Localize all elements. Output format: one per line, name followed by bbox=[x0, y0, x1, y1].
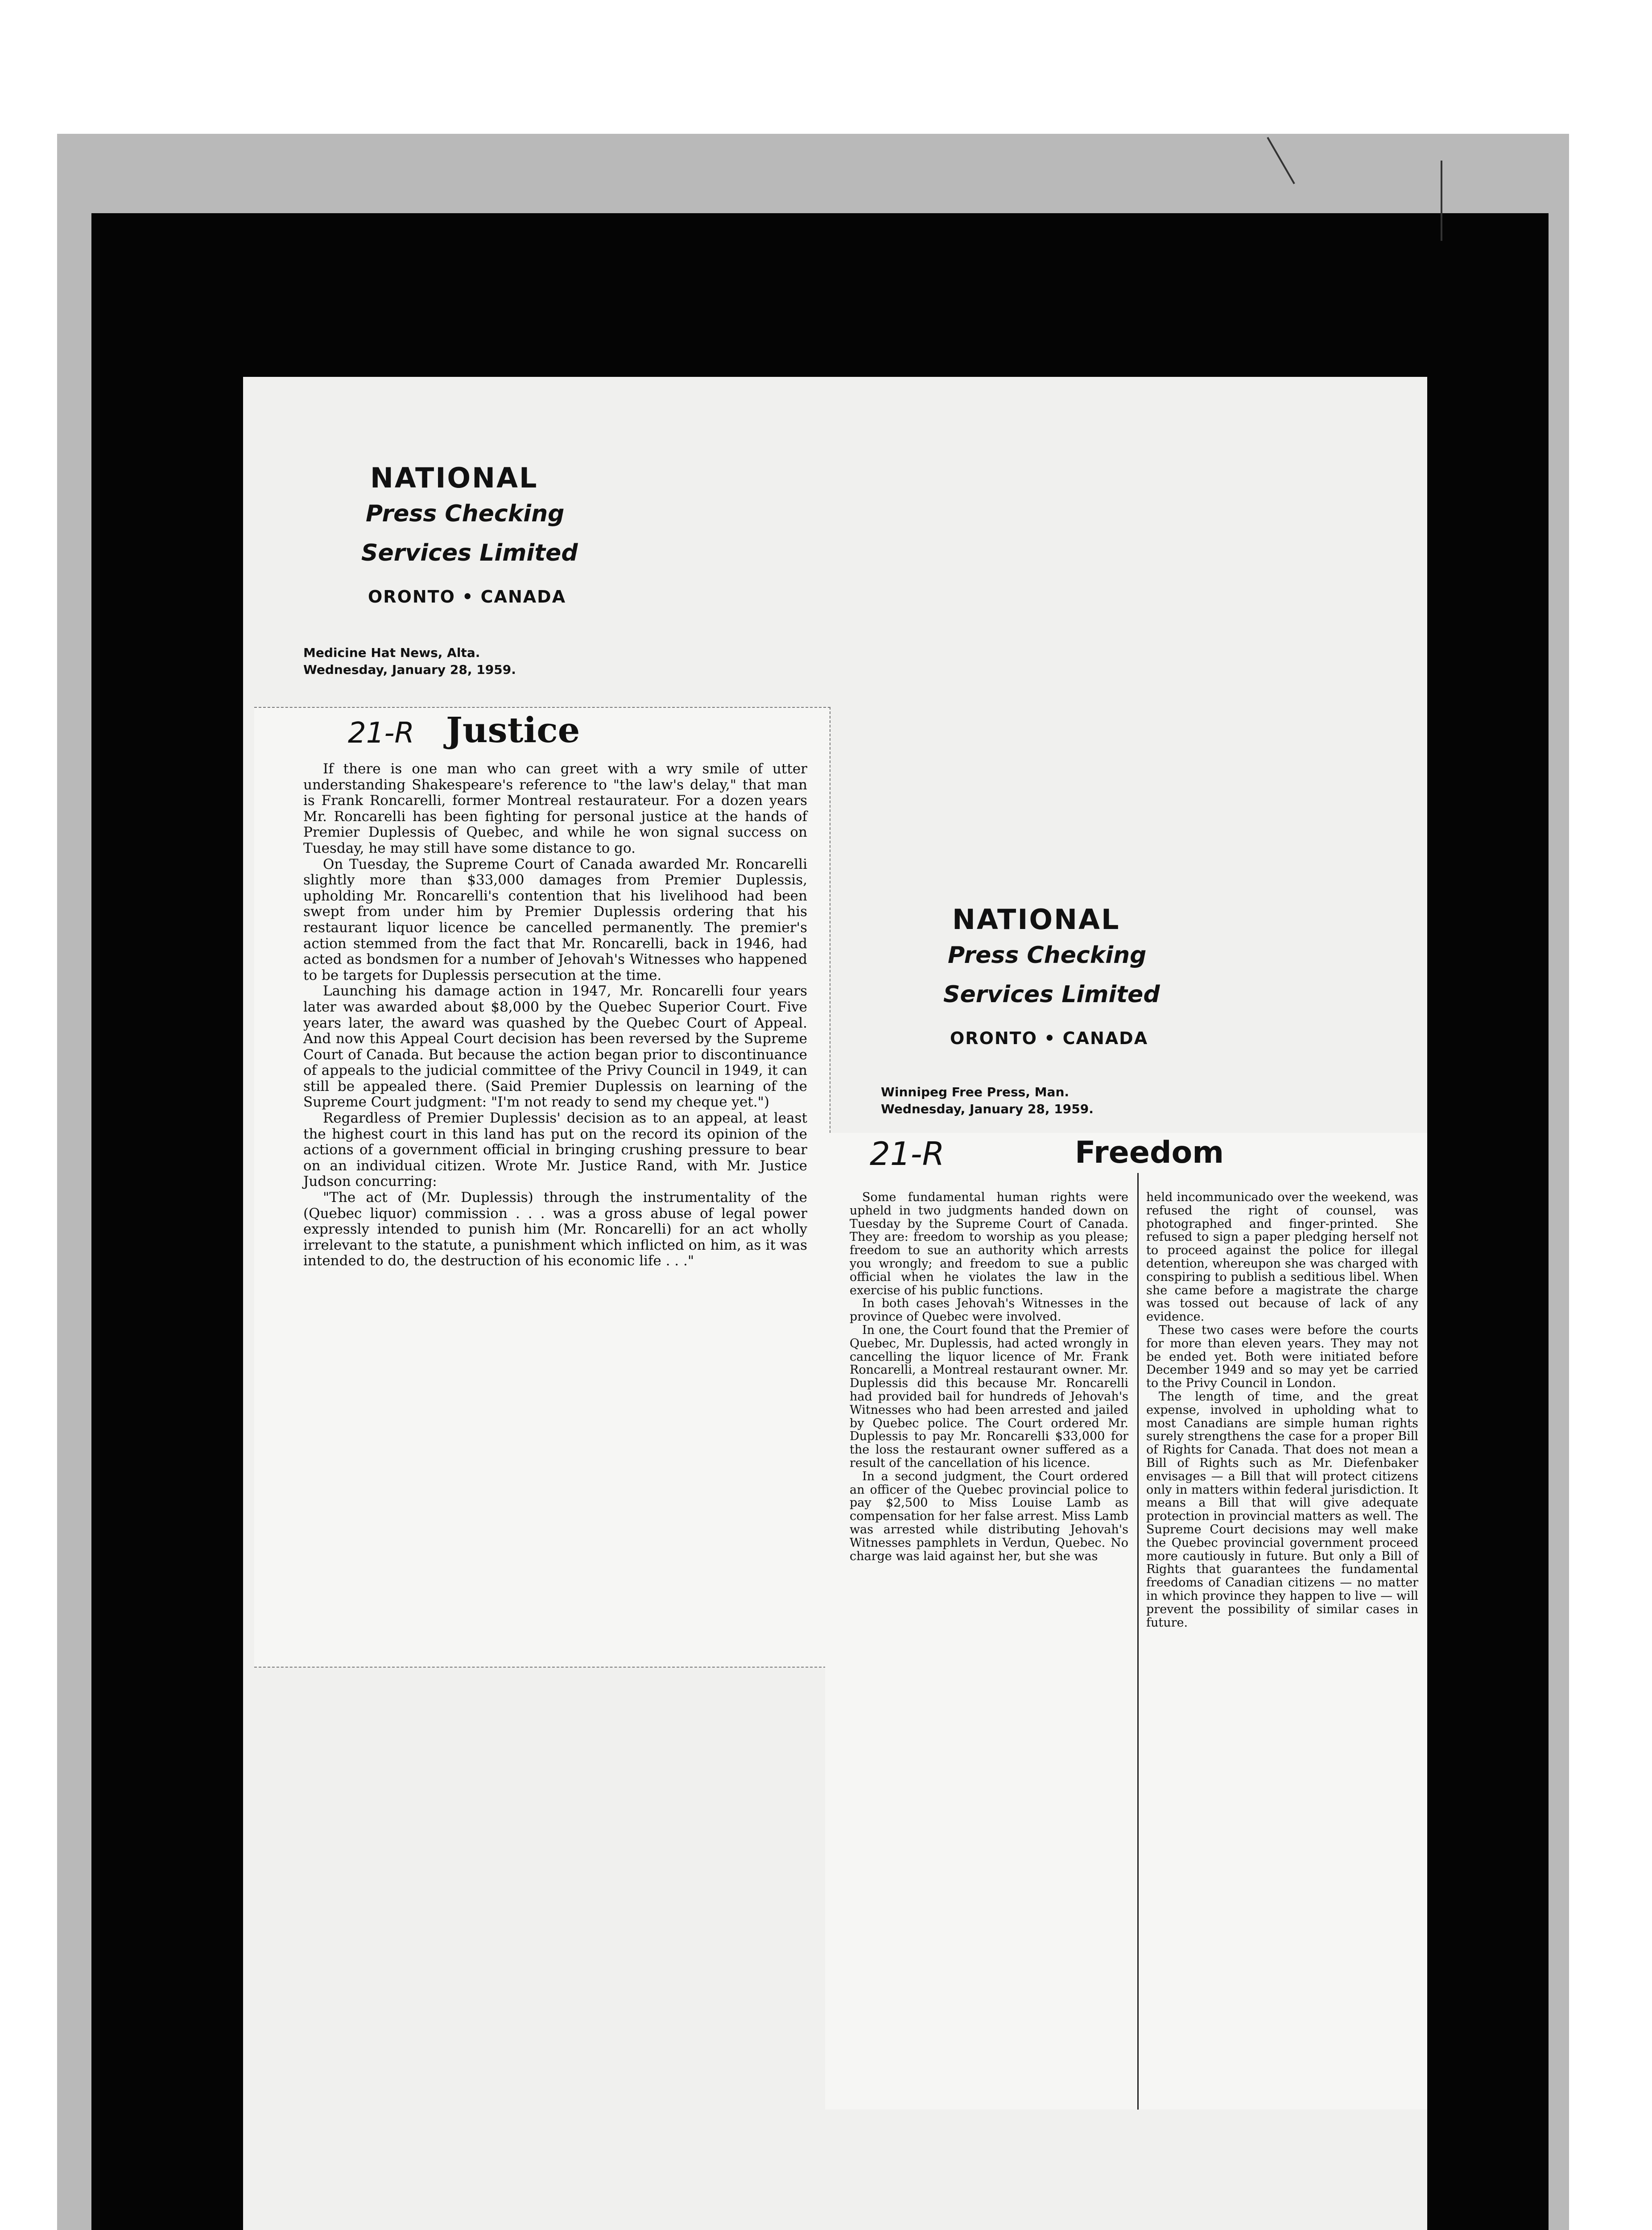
paragraph: In both cases Jehovah's Witnesses in the province of Quebec were involved. bbox=[850, 1297, 1128, 1324]
press-stamp-mid bbox=[943, 903, 1160, 1048]
press-stamp-top bbox=[361, 462, 578, 607]
paragraph: Launching his damage action in 1947, Mr. Roncarelli four years later was awarded about $8,000 by the Quebec Superior Court. Five years later, the award was quashed by the Quebec Court of Appeal. And now this Appeal Court decision has been reversed by the Supreme Court of Canada. But because the action began prior to discontinuance of appeals to the judicial committee of the Privy Council in 1949, it can still be appealed there. (Said Premier Duplessis on learning of the Supreme Court judgment: "I'm not ready to send my cheque yet.") bbox=[303, 983, 807, 1111]
column-right bbox=[1146, 1191, 1418, 1629]
headline-justice: Justice bbox=[446, 710, 580, 751]
paragraph: In a second judgment, the Court ordered an officer of the Quebec provincial police to pay $2,500 to Miss Louise Lamb as compensation for her false arrest. Miss Lamb was arrested while distributing Jehovah's Witnesses pamphlets in Verdun, Quebec. No charge was laid against her, but she was bbox=[850, 1469, 1128, 1563]
film-scratch bbox=[1441, 161, 1442, 241]
stamp-location: ORONTO • CANADA bbox=[368, 587, 566, 607]
stamp-press-checking: Press Checking bbox=[948, 942, 1147, 969]
source-paper: Winnipeg Free Press, Man. bbox=[881, 1085, 1070, 1099]
article-body bbox=[303, 761, 807, 1269]
paragraph: held incommunicado over the weekend, was refused the right of counsel, was photographed and finger-printed. She refused to sign a paper pledging herself not to proceed against the police for illegal detention, whereupon she was charged with conspiring to publish a seditious libel. When she came before a magistrate the charge was tossed out because of lack of any evidence. bbox=[1146, 1190, 1418, 1324]
clipping-justice bbox=[254, 707, 830, 1668]
clipping-freedom bbox=[825, 1133, 1427, 2110]
source-date: Wednesday, January 28, 1959. bbox=[881, 1102, 1094, 1116]
stamp-services-limited: Services Limited bbox=[943, 981, 1160, 1008]
paragraph: These two cases were before the courts for more than eleven years. They may not be ended yet. Both were initiated before December 1949 and so may yet be carried to the Privy Council in London. bbox=[1146, 1323, 1418, 1391]
paragraph: In one, the Court found that the Premier of Quebec, Mr. Duplessis, had acted wrongly in cancelling the liquor licence of Mr. Frank Roncarelli, a Montreal restaurant owner. Mr. Duplessis did this because Mr. Roncarelli had provided bail for hundreds of Jehovah's Witnesses who had been arrested and jailed by Quebec police. The Court ordered Mr. Duplessis to pay Mr. Roncarelli $33,000 for the loss the restaurant owner suffered as a result of the cancellation of his licence. bbox=[850, 1323, 1128, 1470]
handwritten-mark: 21-R bbox=[870, 1135, 945, 1173]
source-paper: Medicine Hat News, Alta. bbox=[303, 645, 480, 660]
stamp-national: NATIONAL bbox=[952, 903, 1120, 936]
stamp-location: ORONTO • CANADA bbox=[950, 1028, 1148, 1048]
paragraph: The length of time, and the great expense, involved in upholding what to most Canadians are simple human rights surely strengthens the case for a proper Bill of Rights for Canada. That does not mean a Bill of Rights such as Mr. Diefenbaker envisages — a Bill that will protect citizens only in matters within federal jurisdiction. It means a Bill that will give adequate protection in provincial matters as well. The Supreme Court decisions may well make the Quebec provincial government proceed more cautiously in future. But only a Bill of Rights that guarantees the fundamental freedoms of Canadian citizens — no matter in which province they happen to live — will prevent the possibility of similar cases in future. bbox=[1146, 1389, 1418, 1630]
paragraph-quote: "The act of (Mr. Duplessis) through the instrumentality of the (Quebec liquor) commission . . . was a gross abuse of legal power expressly intended to punish him (Mr. Roncarelli) for an act wholly irrelevant to the statute, a punishment which inflicted on him, as it was intended to do, the destruction of his economic life . . ." bbox=[303, 1189, 807, 1269]
column-left bbox=[850, 1191, 1128, 1563]
headline-freedom: Freedom bbox=[1075, 1135, 1224, 1170]
source-date: Wednesday, January 28, 1959. bbox=[303, 662, 516, 677]
handwritten-mark: 21-R bbox=[348, 717, 414, 750]
document-sheet bbox=[243, 377, 1427, 2230]
source-mid bbox=[881, 1084, 1094, 1118]
source-top bbox=[303, 644, 516, 678]
paragraph: If there is one man who can greet with a wry smile of utter understanding Shakespeare's reference to "the law's delay," that man is Frank Roncarelli, former Montreal restaurateur. For a dozen years Mr. Roncarelli has been fighting for personal justice at the hands of Premier Duplessis of Quebec, and while he won signal success on Tuesday, he may still have some distance to go. bbox=[303, 761, 807, 856]
stamp-press-checking: Press Checking bbox=[366, 500, 565, 527]
column-divider bbox=[1137, 1173, 1139, 2110]
paragraph: On Tuesday, the Supreme Court of Canada awarded Mr. Roncarelli slightly more than $33,000 damages from Premier Duplessis, upholding Mr. Roncarelli's contention that his livelihood had been swept from under him by Premier Duplessis ordering that his restaurant liquor licence be cancelled permanently. The premier's action stemmed from the fact that Mr. Roncarelli, back in 1946, had acted as bondsmen for a number of Jehovah's Witnesses who happened to be targets for Duplessis persecution at the time. bbox=[303, 856, 807, 983]
stamp-services-limited: Services Limited bbox=[361, 540, 578, 566]
stamp-national: NATIONAL bbox=[370, 462, 538, 494]
paragraph: Some fundamental human rights were upheld in two judgments handed down on Tuesday by the Supreme Court of Canada. They are: freedom to worship as you please; freedom to sue an authority which arrests you wrongly; and freedom to sue a public official when he violates the law in the exercise of his public functions. bbox=[850, 1190, 1128, 1297]
paragraph: Regardless of Premier Duplessis' decision as to an appeal, at least the highest court in this land has put on the record its opinion of the actions of a government official in bringing crushing pressure to bear on an individual citizen. Wrote Mr. Justice Rand, with Mr. Justice Judson concurring: bbox=[303, 1110, 807, 1190]
